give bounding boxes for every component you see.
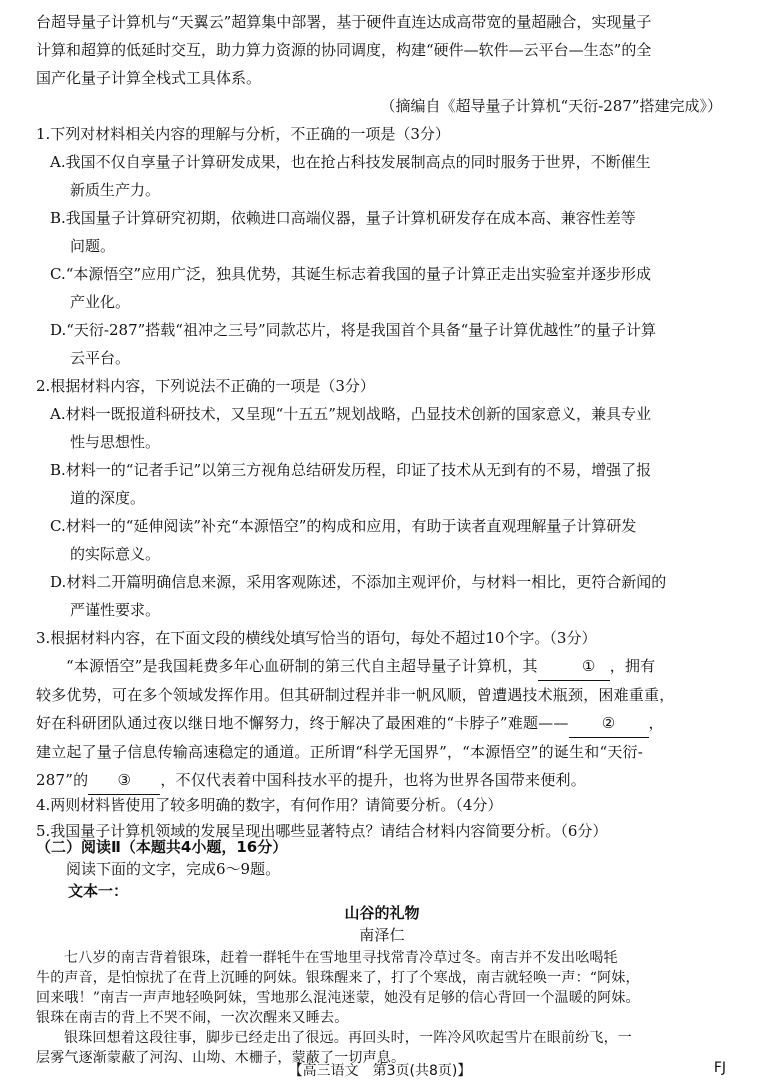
fill-text: 好在科研团队通过夜以继日地不懈努力，终于解决了最困难的“卡脖子”难题—— (36, 714, 569, 732)
fill-blank-3: ③ (88, 766, 160, 795)
source-note: （摘编自《超导量子计算机“天衍-287”搭建完成》） (380, 97, 722, 115)
story-line: 银珠在南吉的背上不哭不闹，一次次醒来又睡去。 (36, 1010, 349, 1026)
fill-text: ，拥有 (609, 657, 656, 675)
fill-text: ， (648, 714, 664, 732)
option-b-cont: 问题。 (70, 237, 116, 255)
option-c: C.材料一的“延伸阅读”补充“本源悟空”的构成和应用，有助于读者直观理解量子计算研发 (50, 517, 637, 535)
section-instruction: 阅读下面的文字，完成6～9题。 (66, 860, 281, 878)
story-line: 银珠回想着这段往事，脚步已经走出了很远。再回头时，一阵冷风吹起雪片在眼前纷飞，一 (64, 1030, 632, 1046)
fill-paragraph-line (36, 766, 728, 795)
fill-paragraph-line (36, 709, 728, 738)
story-line: 牛的声音，是怕惊扰了在背上沉睡的阿妹。银珠醒来了，打了个寒战，南吉就轻唤一声：“阿妹， (36, 970, 640, 986)
option-b-cont: 道的深度。 (70, 489, 146, 507)
fill-paragraph-line: 建立起了量子信息传输高速稳定的通道。正所谓“科学无国界”，“本源悟空”的诞生和“天衍- (36, 743, 644, 761)
story-author: 南泽仁 (359, 926, 405, 944)
question-5-stem: 5.我国量子计算机领域的发展呈现出哪些显著特点？请结合材料内容简要分析。（6分） (36, 822, 608, 840)
section-reading-2 (36, 836, 728, 946)
question-1 (36, 120, 728, 372)
story-line: 回来哦！”南吉一声声地轻唤阿妹，雪地那么混沌迷蒙，她没有足够的信心背回一个温暖的阿妹。 (36, 990, 640, 1006)
fill-paragraph-line (36, 652, 728, 681)
option-d-cont: 严谨性要求。 (70, 601, 161, 619)
option-b: B.我国量子计算研究初期，依赖进口高端仪器，量子计算机研发存在成本高、兼容性差等 (50, 209, 636, 227)
intro-line: 计算和超算的低延时交互，助力算力资源的协同调度，构建“硬件—软件—云平台—生态”的全 (36, 41, 652, 59)
option-d-cont: 云平台。 (70, 349, 131, 367)
intro-line: 国产化量子计算全栈式工具体系。 (36, 69, 262, 87)
question-2 (36, 372, 728, 624)
fill-blank-1: ① (538, 652, 610, 681)
story-line: 层雾气逐渐蒙蔽了河沟、山坳、木栅子，蒙蔽了一切声息。 (36, 1050, 406, 1066)
question-stem: 4.两则材料皆使用了较多明确的数字，有何作用？请简要分析。（4分） (36, 796, 503, 814)
option-b: B.材料一的“记者手记”以第三方视角总结研发历程，印证了技术从无到有的不易，增强了报 (50, 461, 652, 479)
intro-paragraph (36, 8, 728, 120)
question-stem: 3.根据材料内容，在下面文段的横线处填写恰当的语句，每处不超过10个字。（3分） (36, 629, 597, 647)
option-a: A.材料一既报道科研技术，又呈现“十五五”规划战略，凸显技术创新的国家意义，兼具专业 (50, 405, 651, 423)
section-heading: （二）阅读Ⅱ（本题共4小题，16分） (36, 838, 288, 856)
footer-page-info: 【高三语文 第3页(共8页)】 (288, 1063, 472, 1079)
option-c: C.“本源悟空”应用广泛，独具优势，其诞生标志着我国的量子计算正走出实验室并逐步形成 (50, 265, 652, 283)
question-stem: 2.根据材料内容，下列说法不正确的一项是（3分） (36, 377, 375, 395)
fill-text: ，不仅代表着中国科技水平的提升，也将为世界各国带来便利。 (160, 771, 586, 789)
footer-code: FJ (713, 1060, 726, 1076)
option-d: D.材料二开篇明确信息来源，采用客观陈述，不添加主观评价，与材料一相比，更符合新闻的 (50, 573, 667, 591)
fill-text: “本源悟空”是我国耗费多年心血研制的第三代自主超导量子计算机，其 (66, 657, 538, 675)
fill-paragraph-line: 较多优势，可在多个领域发挥作用。但其研制过程并非一帆风顺，曾遭遇技术瓶颈，困难重重， (36, 686, 675, 704)
option-a-cont: 性与思想性。 (70, 433, 161, 451)
option-c-cont: 产业化。 (70, 293, 131, 311)
option-d: D.“天衍-287”搭载“祖冲之三号”同款芯片，将是我国首个具备“量子计算优越性”的量子计算 (50, 321, 656, 339)
question-3 (36, 624, 728, 795)
story-body (36, 948, 728, 1068)
option-a: A.我国不仅自享量子计算研发成果，也在抢占科技发展制高点的同时服务于世界，不断催生 (50, 153, 651, 171)
text-label: 文本一： (68, 882, 129, 900)
question-stem: 1.下列对材料相关内容的理解与分析，不正确的一项是（3分） (36, 125, 450, 143)
fill-blank-2: ② (569, 709, 649, 738)
page-footer (0, 1058, 760, 1082)
fill-text: 287”的 (36, 771, 89, 789)
option-c-cont: 的实际意义。 (70, 545, 161, 563)
option-a-cont: 新质生产力。 (70, 181, 161, 199)
intro-line: 台超导量子计算机与“天翼云”超算集中部署，基于硬件直连达成高带宽的量超融合，实现量子 (36, 13, 652, 31)
story-title: 山谷的礼物 (344, 904, 420, 922)
story-line: 七八岁的南吉背着银珠，赶着一群牦牛在雪地里寻找常青冷草过冬。南吉并不发出吆喝牦 (64, 950, 618, 966)
